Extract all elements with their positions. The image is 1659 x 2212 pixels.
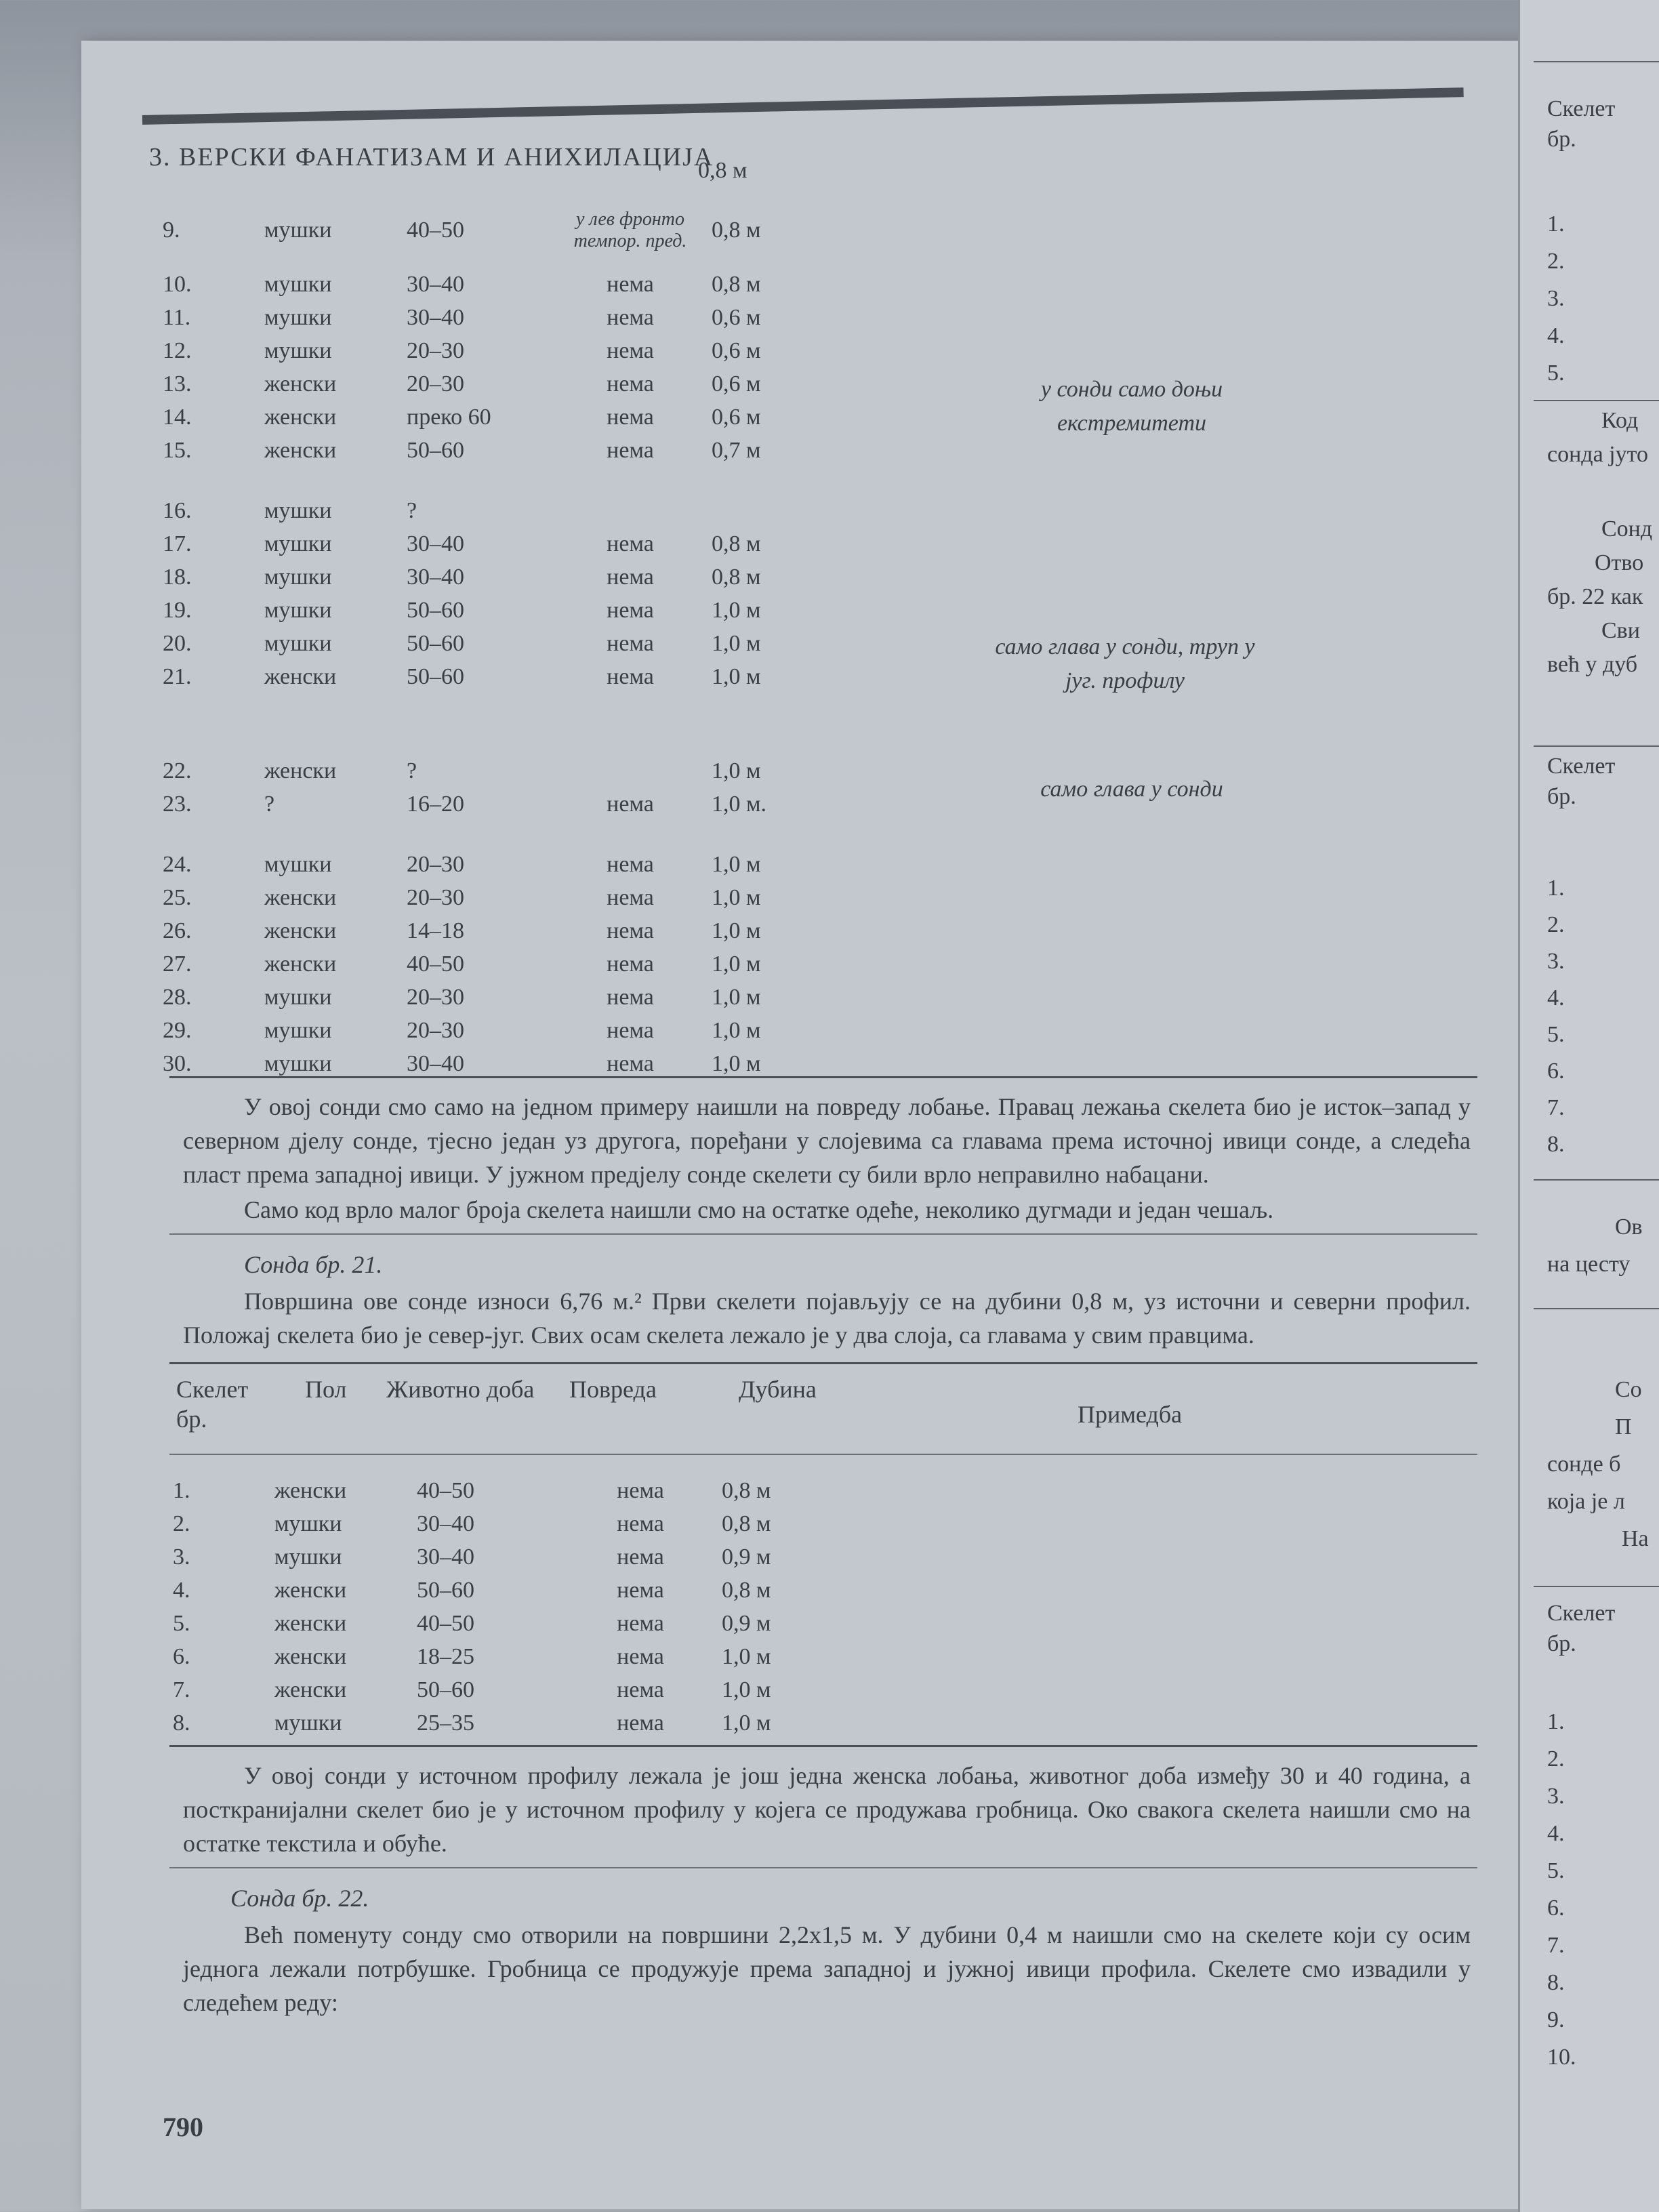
row-age: 50–60 <box>407 630 464 656</box>
facing-row-number: 5. <box>1547 1022 1565 1047</box>
facing-text: која је л <box>1547 1489 1625 1514</box>
facing-row-number: 1. <box>1547 1709 1565 1734</box>
table2-bottom-rule <box>169 1745 1477 1747</box>
row-sex: женски <box>264 884 337 910</box>
row-injury: нема <box>607 564 654 590</box>
row-age: 40–50 <box>417 1477 474 1503</box>
row-age: 50–60 <box>417 1677 474 1702</box>
running-header: 3. ВЕРСКИ ФАНАТИЗАМ И АНИХИЛАЦИЈА <box>149 143 714 171</box>
paragraph-3: У овој сонди у источном профилу лежала је још једна женска лобања, животног доба између 30 и 40 година, а посткранијални скелет био је у источном профилу у којега се продужава гробница. Око свакога скелета наишли смо на остатке текстила и обуће. <box>183 1762 1471 1857</box>
row-age: 25–35 <box>417 1710 474 1736</box>
facing-rule <box>1534 61 1659 62</box>
row-injury: нема <box>607 951 654 977</box>
sonda-21-text: Површина ове сонде износи 6,76 м.² Први скелети појављују се на дубини 0,8 м, уз источни и северни профил. Положај скелета био је север-југ. Свих осам скелета лежало је у два слоја, са главама у свим правцима. <box>183 1288 1471 1349</box>
facing-row-number: 1. <box>1547 876 1565 901</box>
table-row <box>163 627 806 660</box>
table-row <box>163 527 806 560</box>
row-injury: нема <box>607 918 654 943</box>
col-age-header: Животно доба <box>386 1376 535 1403</box>
table-row <box>163 660 806 693</box>
row-age: 50–60 <box>417 1577 474 1603</box>
sonda-22-title: Сонда бр. 22. <box>230 1885 369 1912</box>
facing-text: бр. 22 как <box>1547 584 1643 609</box>
row-sex: женски <box>264 758 337 783</box>
sonda-21-title: Сонда бр. 21. <box>244 1251 383 1278</box>
row-injury: нема <box>607 884 654 910</box>
facing-text: Сви <box>1601 618 1640 643</box>
facing-text: Код <box>1601 408 1639 433</box>
table-row <box>163 367 806 401</box>
row-age: 30–40 <box>407 564 464 590</box>
facing-row-number: 3. <box>1547 949 1565 974</box>
row-injury: нема <box>607 984 654 1010</box>
skeleton-table-1 <box>163 193 806 1080</box>
row-depth <box>712 494 806 527</box>
row-depth: 1,0 м <box>712 758 761 783</box>
row-age: 40–50 <box>407 218 464 243</box>
facing-header: Скелет <box>1547 754 1616 779</box>
row-sex: мушки <box>264 851 332 877</box>
row-number: 13. <box>163 371 192 396</box>
row-sex: женски <box>274 1643 347 1669</box>
facing-text: Ов <box>1615 1214 1643 1240</box>
row-number: 4. <box>173 1577 190 1603</box>
facing-text: Сонд <box>1601 516 1653 541</box>
row-injury: нема <box>607 597 654 623</box>
row-spacer <box>163 821 806 848</box>
table-row <box>163 494 806 527</box>
facing-row-number: 4. <box>1547 1821 1565 1846</box>
row-depth: 1,0 м <box>712 1017 761 1043</box>
facing-row-number: 5. <box>1547 1858 1565 1883</box>
paragraph-2: Само код врло малог броја скелета наишли смо на остатке одеће, неколико дугмади и један чешаљ. <box>244 1196 1274 1223</box>
facing-row-number: 2. <box>1547 912 1565 937</box>
row-age: 40–50 <box>417 1610 474 1636</box>
table-row <box>163 947 806 981</box>
facing-row-number: 9. <box>1547 2007 1565 2032</box>
table-row <box>163 334 806 367</box>
table1-top-depth: 0,8 м <box>698 158 747 183</box>
col-injury-header: Повреда <box>569 1376 657 1403</box>
facing-rule <box>1534 1586 1659 1587</box>
row-sex: мушки <box>264 531 332 556</box>
row-depth: 1,0 м <box>712 1050 761 1076</box>
facing-row-number: 7. <box>1547 1095 1565 1120</box>
facing-rule <box>1534 400 1659 401</box>
table-row <box>163 401 806 434</box>
facing-header: Скелет <box>1547 96 1616 121</box>
row-depth: 1,0 м <box>712 918 761 943</box>
row-injury: нема <box>617 1477 664 1503</box>
row-depth: 0,9 м <box>722 1544 771 1570</box>
row-injury: нема <box>607 304 654 330</box>
row-injury: нема <box>607 271 654 297</box>
row-sex: мушки <box>274 1511 342 1536</box>
row-age: 30–40 <box>407 271 464 297</box>
row-number: 22. <box>163 758 192 783</box>
col-depth-header: Дубина <box>739 1376 817 1403</box>
section-rule-2 <box>169 1867 1477 1868</box>
table-row <box>163 914 806 947</box>
row-number: 21. <box>163 663 192 689</box>
facing-text: сонда јуто <box>1547 442 1649 467</box>
table-row <box>163 268 806 301</box>
row-depth: 1,0 м <box>722 1677 771 1702</box>
row-number: 6. <box>173 1643 190 1669</box>
row-number: 12. <box>163 337 192 363</box>
table-row <box>163 754 806 787</box>
row-injury: нема <box>607 663 654 689</box>
row-depth: 1,0 м <box>722 1710 771 1736</box>
row-age: ? <box>407 497 417 523</box>
row-sex: мушки <box>264 218 332 243</box>
row-sex: мушки <box>274 1544 342 1570</box>
row-depth: 0,8 м <box>722 1511 771 1536</box>
row-age: 30–40 <box>407 531 464 556</box>
facing-row-number: 3. <box>1547 1784 1565 1809</box>
facing-row-number: 7. <box>1547 1933 1565 1958</box>
row-depth: 1,0 м <box>712 951 761 977</box>
col-note-header: Примедба <box>1078 1401 1183 1428</box>
row-sex: мушки <box>264 304 332 330</box>
table2-header-rule <box>169 1454 1477 1455</box>
facing-row-number: 6. <box>1547 1896 1565 1921</box>
row-number: 25. <box>163 884 192 910</box>
row-injury: нема <box>607 437 654 463</box>
row-injury: нема <box>607 404 654 430</box>
skeleton-table-2 <box>173 1474 817 1740</box>
row-depth: 0,8 м <box>722 1577 771 1603</box>
row-number: 26. <box>163 918 192 943</box>
row-injury: нема <box>607 791 654 817</box>
table-row <box>173 1474 817 1507</box>
table-row <box>173 1706 817 1740</box>
table-row <box>163 848 806 881</box>
row-number: 16. <box>163 497 192 523</box>
row-age: 50–60 <box>407 437 464 463</box>
facing-row-number: 8. <box>1547 1132 1565 1157</box>
row-number: 28. <box>163 984 192 1010</box>
table1-note-1: у сонди само доњи екстремитети <box>1040 377 1223 436</box>
row-sex: мушки <box>264 630 332 656</box>
facing-rule <box>1534 1308 1659 1309</box>
row-age: 18–25 <box>417 1643 474 1669</box>
facing-row-number: 6. <box>1547 1059 1565 1084</box>
row-age: 20–30 <box>407 984 464 1010</box>
row-injury: нема <box>607 851 654 877</box>
row-sex: мушки <box>264 597 332 623</box>
row-number: 29. <box>163 1017 192 1043</box>
facing-row-number: 5. <box>1547 361 1565 386</box>
facing-page <box>1518 0 1659 2212</box>
row-depth: 0,9 м <box>722 1610 771 1636</box>
row-injury <box>549 754 712 787</box>
facing-rule <box>1534 1179 1659 1181</box>
facing-text: Со <box>1615 1377 1642 1402</box>
row-sex: женски <box>264 663 337 689</box>
row-age: ? <box>407 758 417 783</box>
table-row <box>163 1047 806 1080</box>
row-depth: 0,6 м <box>712 337 761 363</box>
row-number: 11. <box>163 304 191 330</box>
row-sex: женски <box>274 1677 347 1702</box>
row-age: 14–18 <box>407 918 464 943</box>
row-number: 5. <box>173 1610 190 1636</box>
row-age: 50–60 <box>407 663 464 689</box>
row-number: 3. <box>173 1544 190 1570</box>
book-page <box>81 41 1525 2209</box>
row-injury: нема <box>617 1677 664 1702</box>
row-number: 8. <box>173 1710 190 1736</box>
row-number: 1. <box>173 1477 190 1503</box>
row-age: 20–30 <box>407 884 464 910</box>
row-number: 30. <box>163 1050 192 1076</box>
row-depth: 0,8 м <box>712 564 761 590</box>
row-number: 9. <box>163 218 180 243</box>
row-injury: нема <box>607 1050 654 1076</box>
row-injury: у лев фронто темпор. пред. <box>573 209 687 251</box>
row-injury: нема <box>607 630 654 656</box>
row-number: 14. <box>163 404 192 430</box>
sonda-22-text: Већ поменуту сонду смо отворили на површини 2,2х1,5 м. У дубини 0,4 м наишли смо на скелете који су осим једнога лежали потрбушке. Гробница се продужује према западној и јужној ивици профила. Скелете смо извадили у следећем реду: <box>183 1921 1471 2016</box>
table-row <box>163 301 806 334</box>
table-row <box>163 881 806 914</box>
row-age: преко 60 <box>407 404 491 430</box>
row-injury: нема <box>617 1610 664 1636</box>
facing-header: Скелет <box>1547 1601 1616 1626</box>
row-age: 16–20 <box>407 791 464 817</box>
header-rule <box>142 87 1464 125</box>
row-sex: мушки <box>274 1710 342 1736</box>
row-age: 30–40 <box>407 1050 464 1076</box>
table-row <box>173 1540 817 1574</box>
row-injury: нема <box>607 1017 654 1043</box>
row-sex: женски <box>264 437 337 463</box>
row-sex: мушки <box>264 271 332 297</box>
row-age: 40–50 <box>407 951 464 977</box>
row-sex: женски <box>264 918 337 943</box>
row-sex: мушки <box>264 337 332 363</box>
row-number: 19. <box>163 597 192 623</box>
table-row <box>173 1673 817 1706</box>
row-depth: 0,8 м <box>712 531 761 556</box>
facing-row-number: 8. <box>1547 1970 1565 1995</box>
facing-text: већ у дуб <box>1547 652 1638 677</box>
row-sex: мушки <box>264 564 332 590</box>
facing-text: сонде б <box>1547 1452 1621 1477</box>
section-rule <box>169 1233 1477 1235</box>
table-row <box>163 594 806 627</box>
facing-row-number: 1. <box>1547 211 1565 237</box>
row-depth: 0,6 м <box>712 371 761 396</box>
row-injury: нема <box>617 1710 664 1736</box>
facing-text: Отво <box>1595 550 1644 575</box>
row-depth: 0,8 м <box>712 271 761 297</box>
row-injury: нема <box>607 337 654 363</box>
table-row <box>163 1014 806 1047</box>
row-sex: женски <box>264 404 337 430</box>
facing-text: на цесту <box>1547 1252 1631 1277</box>
row-depth: 1,0 м. <box>712 791 767 817</box>
facing-row-number: 4. <box>1547 323 1565 348</box>
facing-row-number: 10. <box>1547 2045 1576 2070</box>
row-number: 23. <box>163 791 192 817</box>
row-age: 30–40 <box>407 304 464 330</box>
row-sex: женски <box>274 1577 347 1603</box>
table-row <box>173 1607 817 1640</box>
table-row <box>173 1574 817 1607</box>
row-depth: 0,6 м <box>712 304 761 330</box>
row-spacer <box>163 467 806 494</box>
table2-top-rule <box>169 1362 1477 1364</box>
row-sex: женски <box>274 1610 347 1636</box>
row-number: 20. <box>163 630 192 656</box>
facing-row-number: 3. <box>1547 286 1565 311</box>
table-row <box>163 981 806 1014</box>
row-age: 30–40 <box>417 1544 474 1570</box>
row-injury: нема <box>617 1643 664 1669</box>
row-age: 20–30 <box>407 1017 464 1043</box>
row-sex: женски <box>264 951 337 977</box>
row-injury: нема <box>607 531 654 556</box>
facing-row-number: 2. <box>1547 1746 1565 1771</box>
row-spacer <box>163 693 806 754</box>
table1-bottom-rule <box>169 1076 1477 1078</box>
row-sex: ? <box>264 791 275 817</box>
row-depth: 0,8 м <box>712 218 761 243</box>
row-depth: 0,7 м <box>712 437 761 463</box>
row-depth: 1,0 м <box>712 851 761 877</box>
facing-row-number: 4. <box>1547 985 1565 1010</box>
paragraph-1: У овој сонди смо само на једном примеру наишли на повреду лобање. Правац лежања скелета био је исток–запад у северном дјелу сонде, тјесно један уз другога, поређани у слојевима са главама према источној ивици сонде, а следећа пласт према западној ивици. У јужном предјелу сонде скелети су били врло неправилно набацани. <box>183 1093 1471 1188</box>
row-sex: мушки <box>264 497 332 523</box>
table1-note-3: само глава у сонди <box>1040 777 1223 802</box>
row-number: 24. <box>163 851 192 877</box>
table-row <box>163 193 806 268</box>
table-row <box>173 1507 817 1540</box>
row-depth: 1,0 м <box>712 884 761 910</box>
row-injury: нема <box>617 1511 664 1536</box>
table-row <box>163 560 806 594</box>
table-row <box>163 787 806 821</box>
table1-note-2: само глава у сонди, труп у југ. профилу <box>995 634 1255 693</box>
row-number: 18. <box>163 564 192 590</box>
row-injury: нема <box>617 1544 664 1570</box>
row-number: 10. <box>163 271 192 297</box>
row-age: 30–40 <box>417 1511 474 1536</box>
row-sex: мушки <box>264 1017 332 1043</box>
page-number: 790 <box>163 2112 203 2142</box>
row-number: 15. <box>163 437 192 463</box>
row-depth: 1,0 м <box>712 597 761 623</box>
row-number: 2. <box>173 1511 190 1536</box>
row-injury: нема <box>617 1577 664 1603</box>
row-age: 20–30 <box>407 337 464 363</box>
row-depth: 1,0 м <box>722 1643 771 1669</box>
row-injury <box>549 494 712 527</box>
row-depth: 0,8 м <box>722 1477 771 1503</box>
facing-rule <box>1534 745 1659 747</box>
row-depth: 1,0 м <box>712 630 761 656</box>
row-age: 50–60 <box>407 597 464 623</box>
facing-header: бр. <box>1547 784 1576 809</box>
row-age: 20–30 <box>407 371 464 396</box>
row-number: 27. <box>163 951 192 977</box>
row-sex: мушки <box>264 984 332 1010</box>
col-skeleton-header: Скелет бр. <box>176 1376 249 1433</box>
row-sex: женски <box>264 371 337 396</box>
row-depth: 0,6 м <box>712 404 761 430</box>
facing-header: бр. <box>1547 127 1576 152</box>
table-row <box>173 1640 817 1673</box>
row-age: 20–30 <box>407 851 464 877</box>
row-depth: 1,0 м <box>712 663 761 689</box>
facing-text: П <box>1615 1414 1632 1439</box>
table-row <box>163 434 806 467</box>
facing-text: На <box>1622 1526 1649 1551</box>
row-number: 17. <box>163 531 192 556</box>
row-injury: нема <box>607 371 654 396</box>
row-sex: женски <box>274 1477 347 1503</box>
col-sex-header: Пол <box>305 1376 347 1403</box>
row-sex: мушки <box>264 1050 332 1076</box>
row-number: 7. <box>173 1677 190 1702</box>
row-depth: 1,0 м <box>712 984 761 1010</box>
facing-row-number: 2. <box>1547 249 1565 274</box>
facing-header: бр. <box>1547 1631 1576 1656</box>
